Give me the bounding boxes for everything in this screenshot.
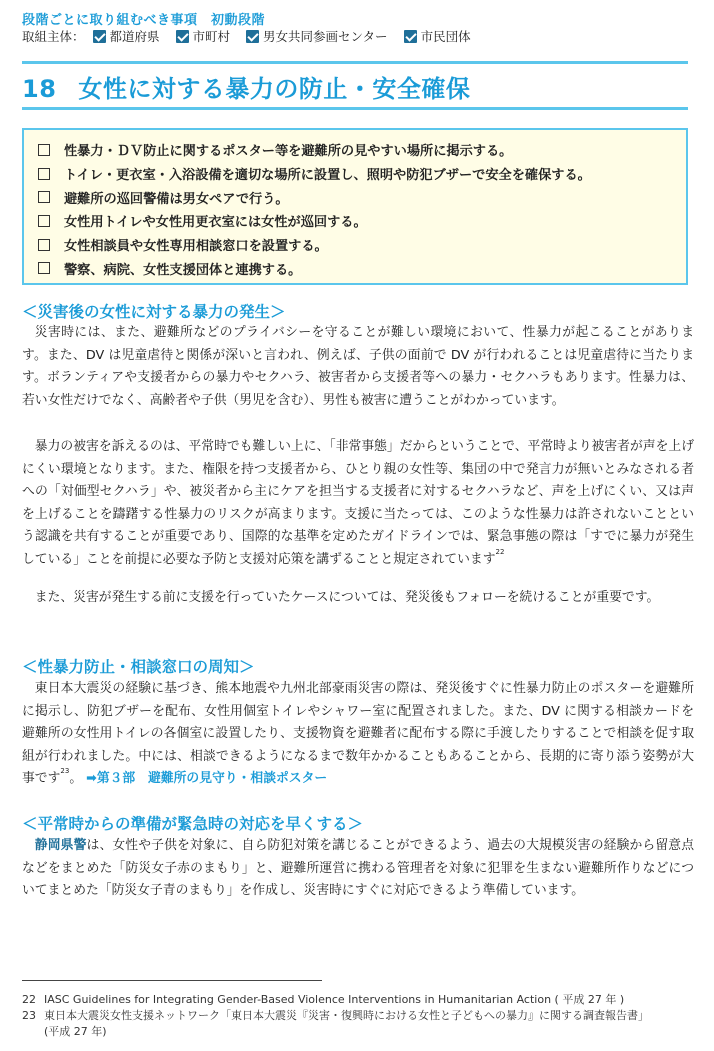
paragraph: 暴力の被害を訴えるのは、平常時でも難しい上に、「非常事態」だからということで、平常時より被害者が声を上げにくい環境となります。また、権限を持つ支援者から、ひとり親の女性等、集団の中で発言力が無いとみなされる者への「対価型セクハラ」や、被災者から主にケアを担当する支援者に対するセクハラなど、声を上げにくい、又は声を上げることを躊躇する性暴力のリスクが高まります。支援に当たっては、このような性暴力は許されないことという認識を共有することが重要であり、国際的な基準を定めたガイドラインでは、緊急事態の際は「すでに暴力が発生している」ことを前提に必要な予防と支援対応策を講ずることと規定されています$^{22}$: [22, 439, 694, 567]
checked-box-icon: [404, 30, 417, 43]
checked-box-icon: [176, 30, 189, 43]
checklist-item: 女性用トイレや女性用更衣室には女性が巡回する。: [38, 209, 686, 233]
checked-box-icon: [93, 30, 106, 43]
paragraph: 災害時には、また、避難所などのプライバシーを守ることが難しい環境において、性暴力が起こることがあります。また、DV は児童虐待と関係が深いと言われ、例えば、子供の面前で DV が行われることは児童虐待に当たります。ボランティアや支援者からの暴力やセクハラ、被害者から支援者等への暴力・セクハラもあります。性暴力は、若い女性だけでなく、高齢者や子供（男児を含む）、男性も被害に遭うことがわかっています。: [22, 325, 694, 408]
paragraph: 東日本大震災の経験に基づき、熊本地震や九州北部豪雨災害の際は、発災後すぐに性暴力防止のポスターを避難所に掲示し、防犯ブザーを配布、女性用個室トイレやシャワー室に配置されました。また、DV に関する相談カードを避難所の女性用トイレの各個室に設置したり、支援物資を避難者に配布する際に手渡したりすることで相談を促す取組が行われました。中には、相談できるようになるまで数年かかることもあることから、長期的に寄り添う姿勢が大事です$^{23}$。 ➡第３部 避難所の見守り・相談ポスター: [22, 681, 694, 787]
cross-reference: ➡第３部 避難所の見守り・相談ポスター: [86, 771, 328, 787]
actor-gender-center: 男女共同参画センター: [263, 29, 388, 44]
actors-row: [22, 27, 481, 45]
heading-violence-after-disaster: ＜災害後の女性に対する暴力の発生＞: [22, 303, 286, 321]
footnote: 23 東日本大震災女性支援ネットワーク「東日本大震災『災害・復興時における女性と子どもへの暴力』に関する調査報告書」: [22, 1009, 649, 1022]
checklist-box: [22, 128, 688, 285]
section-title: [22, 69, 470, 104]
checkbox-empty-icon: [38, 262, 50, 274]
actors-label: 取組主体：: [22, 29, 85, 44]
checkbox-empty-icon: [38, 215, 50, 227]
checklist-item: 女性相談員や女性専用相談窓口を設置する。: [38, 233, 686, 257]
actor-citizen-groups: 市民団体: [420, 29, 471, 44]
heading-preparedness: ＜平常時からの準備が緊急時の対応を早くする＞: [22, 815, 364, 833]
title-rule-bottom: [22, 107, 688, 110]
checked-box-icon: [246, 30, 259, 43]
checklist-item: トイレ・更衣室・入浴設備を適切な場所に設置し、照明や防犯ブザーで安全を確保する。: [38, 162, 686, 186]
lead-organization: 静岡県警: [34, 838, 87, 853]
section-number: 18: [22, 75, 57, 103]
checkbox-empty-icon: [38, 191, 50, 203]
footnote: 22 IASC Guidelines for Integrating Gender-Based Violence Interventions in Humanitarian Action ( 平成 27 年 ): [22, 993, 625, 1006]
paragraph: また、災害が発生する前に支援を行っていたケースについては、発災後もフォローを続けることが重要です。: [34, 590, 660, 605]
footnote-ref: 22: [495, 547, 505, 556]
title-rule-top: [22, 61, 688, 64]
checkbox-empty-icon: [38, 168, 50, 180]
section-title-text: 女性に対する暴力の防止・安全確保: [78, 75, 471, 103]
heading-consultation-awareness: ＜性暴力防止・相談窓口の周知＞: [22, 658, 255, 676]
checklist-item: 避難所の巡回警備は男女ペアで行う。: [38, 185, 686, 209]
checklist-item: 性暴力・ＤＶ防止に関するポスター等を避難所の見やすい場所に掲示する。: [38, 138, 686, 162]
footnote-ref: 23: [60, 767, 70, 776]
actor-municipality: 市町村: [192, 29, 231, 44]
checkbox-empty-icon: [38, 239, 50, 251]
footnote-continuation: (平成 27 年): [44, 1025, 107, 1038]
checklist-item: 警察、病院、女性支援団体と連携する。: [38, 256, 686, 280]
actor-prefecture: 都道府県: [109, 29, 160, 44]
paragraph: 静岡県警は、女性や子供を対象に、自ら防犯対策を講じることができるよう、過去の大規模災害の経験から留意点などをまとめた「防災女子赤のまもり」と、避難所運営に携わる管理者を対象に犯罪を生まない避難所作りなどについてまとめた「防災女子青のまもり」を作成し、災害時にすぐに対応できるよう準備しています。: [22, 838, 695, 899]
checkbox-empty-icon: [38, 144, 50, 156]
stage-label: 段階ごとに取り組むべき事項 初動段階: [22, 13, 266, 28]
footnote-divider: [22, 980, 322, 981]
